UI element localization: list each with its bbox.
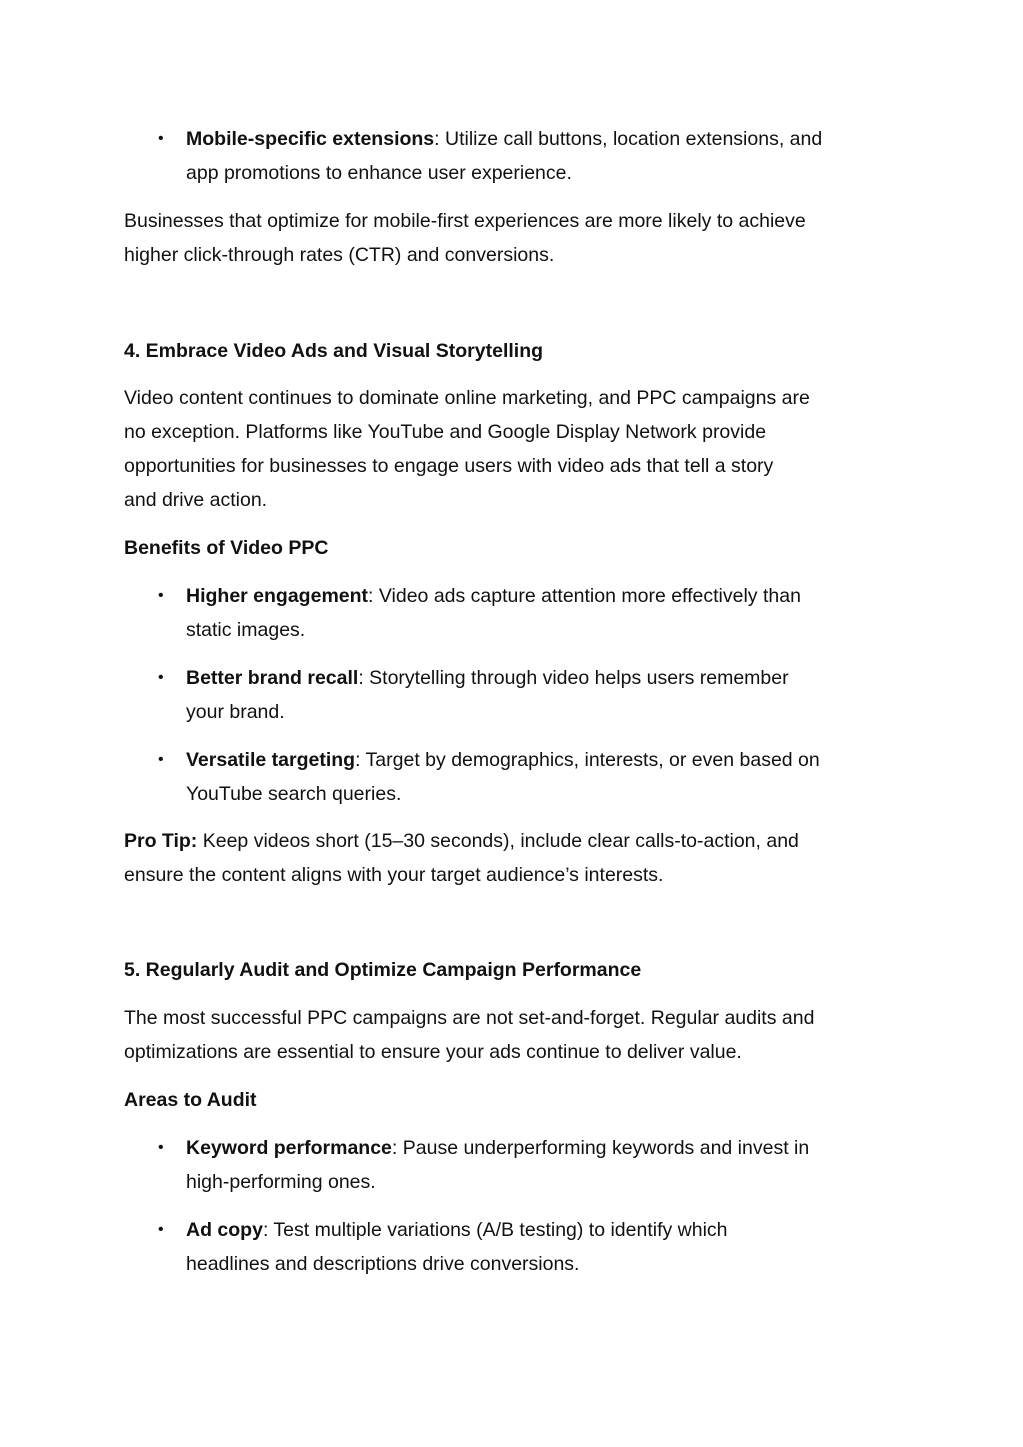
bullet-text: : Utilize call buttons, location extensions, and [434, 128, 823, 150]
text-line: opportunities for businesses to engage users with video ads that tell a story [124, 455, 774, 477]
bullet-mobile-extensions [158, 122, 823, 190]
bullet-term: Ad copy [186, 1219, 263, 1241]
bullet-versatile-targeting [158, 743, 820, 811]
text-line: and drive action. [124, 489, 268, 511]
subheading-text: Areas to Audit [124, 1089, 257, 1111]
heading-text: 4. Embrace Video Ads and Visual Storytelling [124, 340, 544, 362]
bullet-term: Higher engagement [186, 585, 369, 607]
heading-section-5 [124, 953, 641, 987]
text-line: Keep videos short (15–30 seconds), include clear calls-to-action, and [197, 830, 799, 852]
text-line: no exception. Platforms like YouTube and Google Display Network provide [124, 421, 767, 443]
bullet-term: Better brand recall [186, 667, 359, 689]
subheading-text: Benefits of Video PPC [124, 537, 329, 559]
bullet-icon: • [158, 751, 164, 768]
text-line: ensure the content aligns with your target audience’s interests. [124, 864, 664, 886]
pro-tip-label: Pro Tip: [124, 830, 198, 852]
bullet-icon: • [158, 1221, 164, 1238]
bullet-text: YouTube search queries. [186, 783, 402, 805]
bullet-text: : Test multiple variations (A/B testing) to identify which [262, 1219, 728, 1241]
bullet-keyword-performance [158, 1131, 810, 1199]
paragraph-audits [124, 1001, 814, 1069]
bullet-higher-engagement [158, 579, 801, 647]
bullet-icon: • [158, 669, 164, 686]
bullet-text: : Target by demographics, interests, or even based on [355, 749, 820, 771]
heading-text: 5. Regularly Audit and Optimize Campaign Performance [124, 959, 642, 981]
bullet-brand-recall [158, 661, 789, 729]
bullet-term: Versatile targeting [186, 749, 356, 771]
text-line: Businesses that optimize for mobile-first experiences are more likely to achieve [124, 210, 806, 232]
bullet-text: static images. [186, 619, 306, 641]
bullet-icon: • [158, 1139, 164, 1156]
pro-tip [124, 824, 799, 892]
bullet-text: : Video ads capture attention more effectively than [368, 585, 801, 607]
bullet-term: Keyword performance [186, 1137, 392, 1159]
heading-section-4 [124, 334, 543, 368]
bullet-text: app promotions to enhance user experience. [186, 162, 572, 184]
bullet-icon: • [158, 587, 164, 604]
bullet-text: headlines and descriptions drive conversions. [186, 1253, 580, 1275]
bullet-text: : Storytelling through video helps users remember [358, 667, 789, 689]
paragraph-mobile-first [124, 204, 806, 272]
bullet-text: high-performing ones. [186, 1171, 376, 1193]
subheading-areas [124, 1083, 257, 1117]
bullet-text: : Pause underperforming keywords and invest in [391, 1137, 810, 1159]
subheading-benefits [124, 531, 328, 565]
bullet-icon: • [158, 130, 164, 147]
bullet-term: Mobile-specific extensions [186, 128, 435, 150]
text-line: higher click-through rates (CTR) and conversions. [124, 244, 555, 266]
bullet-ad-copy [158, 1213, 728, 1281]
paragraph-video-content [124, 381, 810, 517]
text-line: Video content continues to dominate online marketing, and PPC campaigns are [124, 387, 810, 409]
text-line: optimizations are essential to ensure your ads continue to deliver value. [124, 1041, 742, 1063]
bullet-text: your brand. [186, 701, 285, 723]
text-line: The most successful PPC campaigns are not set-and-forget. Regular audits and [124, 1007, 815, 1029]
